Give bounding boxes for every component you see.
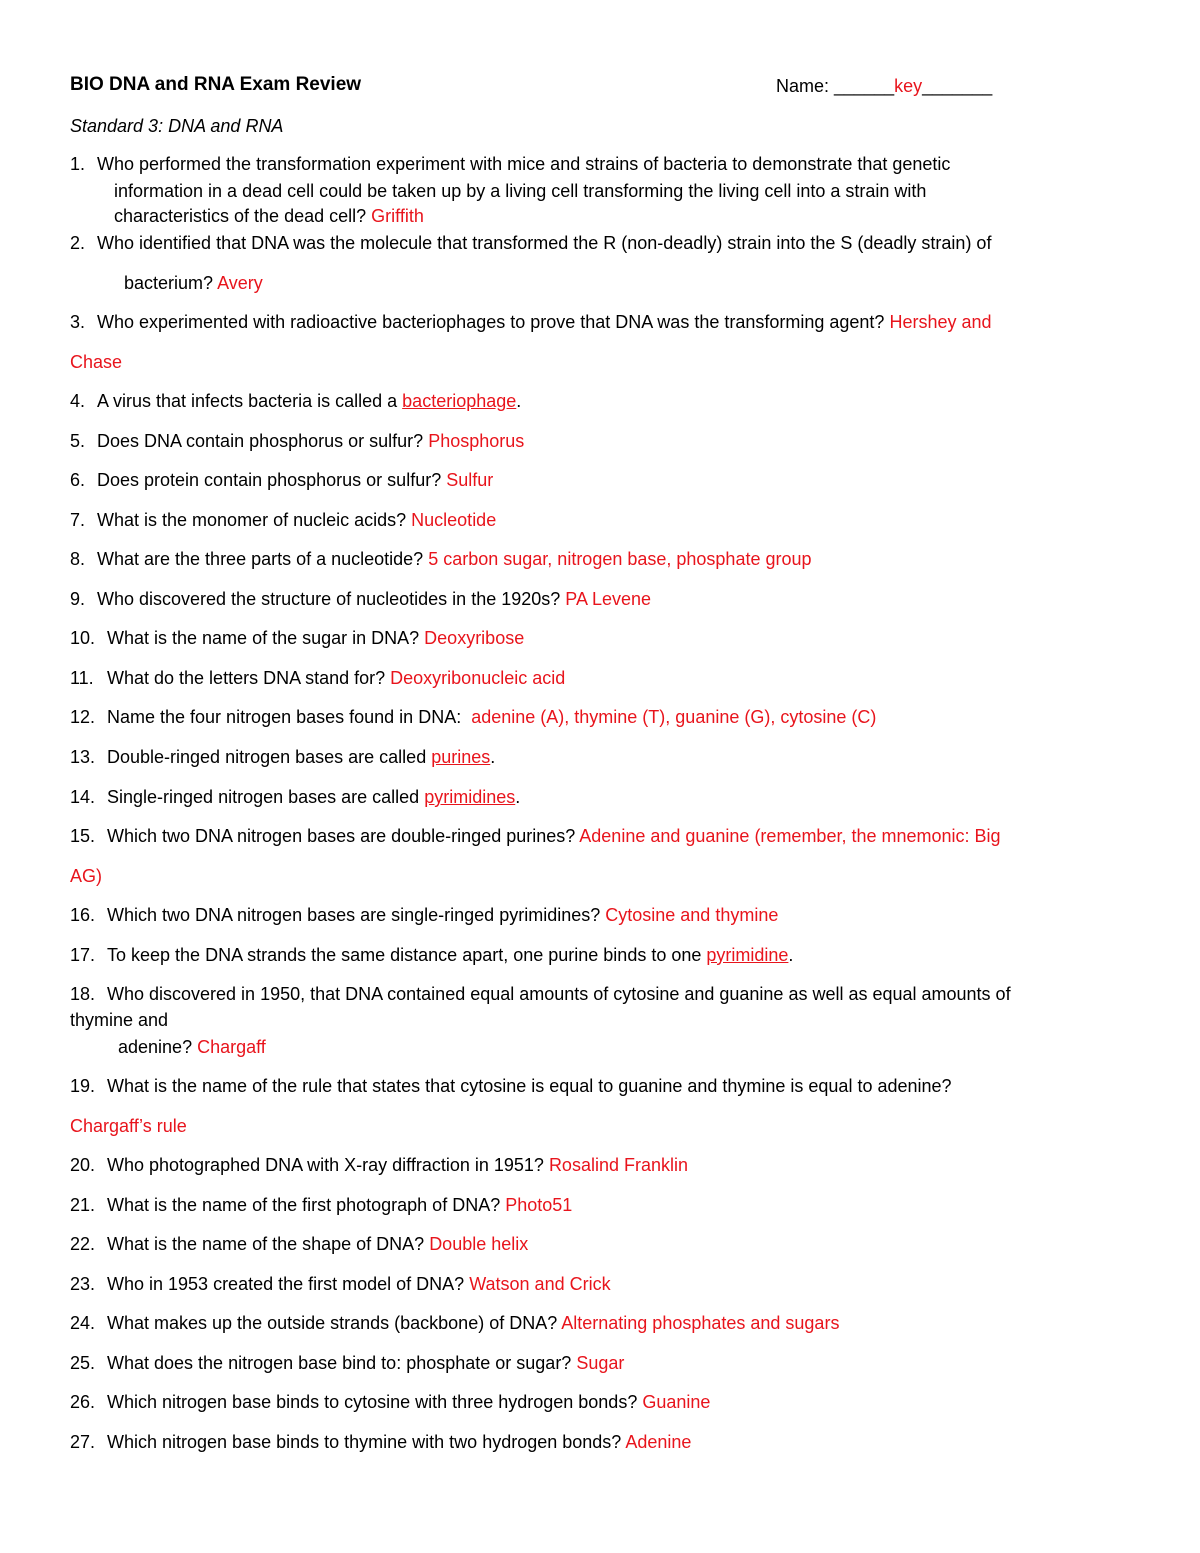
answer-3-a: Hershey and	[889, 312, 992, 332]
question-25: 25. What does the nitrogen base bind to: phosphate or sugar? Sugar	[70, 1353, 625, 1373]
answer-20: Rosalind Franklin	[548, 1155, 688, 1175]
answer-8: 5 carbon sugar, nitrogen base, phosphate group	[428, 549, 812, 569]
answer-21: Photo51	[505, 1195, 573, 1215]
answer-15-a: Adenine and guanine (remember, the mnemonic: Big	[579, 826, 1001, 846]
question-21: 21. What is the name of the first photograph of DNA? Photo51	[70, 1195, 573, 1215]
answer-23: Watson and Crick	[469, 1274, 611, 1294]
name-blank-after: _______	[922, 76, 993, 96]
name-field[interactable]	[776, 75, 992, 97]
question-9: 9. Who discovered the structure of nucleotides in the 1920s? PA Levene	[70, 589, 652, 609]
name-value: key	[894, 76, 923, 96]
question-26: 26. Which nitrogen base binds to cytosine with three hydrogen bonds? Guanine	[70, 1392, 711, 1412]
question-27: 27. Which nitrogen base binds to thymine with two hydrogen bonds? Adenine	[70, 1432, 692, 1452]
question-13: 13. Double-ringed nitrogen bases are called purines.	[70, 747, 496, 767]
question-1-line-2: information in a dead cell could be taken up by a living cell transforming the living cell into a strain with	[114, 181, 927, 201]
answer-6: Sulfur	[446, 470, 494, 490]
question-5: 5. Does DNA contain phosphorus or sulfur? Phosphorus	[70, 431, 525, 451]
page-title: BIO DNA and RNA Exam Review	[70, 74, 362, 95]
name-label: Name:	[776, 76, 830, 96]
question-16: 16. Which two DNA nitrogen bases are single-ringed pyrimidines? Cytosine and thymine	[70, 905, 779, 925]
question-4: 4. A virus that infects bacteria is called a bacteriophage.	[70, 391, 522, 411]
question-24: 24. What makes up the outside strands (backbone) of DNA? Alternating phosphates and sugars	[70, 1313, 840, 1333]
answer-22: Double helix	[429, 1234, 529, 1254]
question-18-line-3: adenine? Chargaff	[118, 1037, 266, 1057]
question-18-line-2: thymine and	[70, 1010, 169, 1030]
question-20: 20. Who photographed DNA with X-ray diffraction in 1951? Rosalind Franklin	[70, 1155, 688, 1175]
question-2-line-2: bacterium? Avery	[124, 273, 263, 293]
question-18: 18. Who discovered in 1950, that DNA contained equal amounts of cytosine and guanine as well as equal amounts of	[70, 984, 1011, 1004]
question-7: 7. What is the monomer of nucleic acids? Nucleotide	[70, 510, 497, 530]
question-19: 19. What is the name of the rule that states that cytosine is equal to guanine and thymine is equal to adenine?	[70, 1076, 952, 1096]
answer-7: Nucleotide	[411, 510, 497, 530]
answer-3-b: Chase	[70, 352, 123, 372]
answer-10: Deoxyribose	[424, 628, 525, 648]
answer-17: pyrimidine	[706, 945, 789, 965]
question-10: 10. What is the name of the sugar in DNA? Deoxyribose	[70, 628, 525, 648]
answer-16: Cytosine and thymine	[605, 905, 779, 925]
question-2: 2. Who identified that DNA was the molecule that transformed the R (non-deadly) strain into the S (deadly strain) of	[70, 233, 992, 253]
question-6: 6. Does protein contain phosphorus or sulfur? Sulfur	[70, 470, 494, 490]
question-3: 3. Who experimented with radioactive bacteriophages to prove that DNA was the transforming agent? Hershey and	[70, 312, 992, 332]
answer-5: Phosphorus	[428, 431, 525, 451]
answer-9: PA Levene	[565, 589, 652, 609]
answer-14: pyrimidines	[424, 787, 516, 807]
answer-24: Alternating phosphates and sugars	[561, 1313, 840, 1333]
answer-12: adenine (A), thymine (T), guanine (G), cytosine (C)	[471, 707, 877, 727]
answer-15-b: AG)	[70, 866, 103, 886]
name-blank-before: ______	[834, 76, 895, 96]
answer-2: Avery	[217, 273, 263, 293]
question-8: 8. What are the three parts of a nucleotide? 5 carbon sugar, nitrogen base, phosphate group	[70, 549, 812, 569]
question-11: 11. What do the letters DNA stand for? Deoxyribonucleic acid	[70, 668, 566, 688]
answer-18: Chargaff	[197, 1037, 266, 1057]
answer-26: Guanine	[642, 1392, 711, 1412]
answer-11: Deoxyribonucleic acid	[390, 668, 566, 688]
answer-4: bacteriophage	[402, 391, 517, 411]
question-22: 22. What is the name of the shape of DNA? Double helix	[70, 1234, 529, 1254]
question-1-line-3: characteristics of the dead cell? Griffith	[114, 206, 424, 226]
question-15: 15. Which two DNA nitrogen bases are double-ringed purines? Adenine and guanine (remember, the mnemonic: Big	[70, 826, 1001, 846]
answer-1: Griffith	[371, 206, 424, 226]
answer-19: Chargaff’s rule	[70, 1116, 187, 1136]
question-12: 12. Name the four nitrogen bases found in DNA: adenine (A), thymine (T), guanine (G), cytosine (C)	[70, 707, 877, 727]
standard-heading: Standard 3: DNA and RNA	[70, 116, 284, 136]
question-23: 23. Who in 1953 created the first model of DNA? Watson and Crick	[70, 1274, 611, 1294]
question-17: 17. To keep the DNA strands the same distance apart, one purine binds to one pyrimidine.	[70, 945, 794, 965]
answer-25: Sugar	[576, 1353, 625, 1373]
answer-13: purines	[431, 747, 491, 767]
answer-27: Adenine	[625, 1432, 692, 1452]
question-14: 14. Single-ringed nitrogen bases are called pyrimidines.	[70, 787, 521, 807]
question-1: 1. Who performed the transformation experiment with mice and strains of bacteria to demonstrate that genetic	[70, 154, 951, 174]
